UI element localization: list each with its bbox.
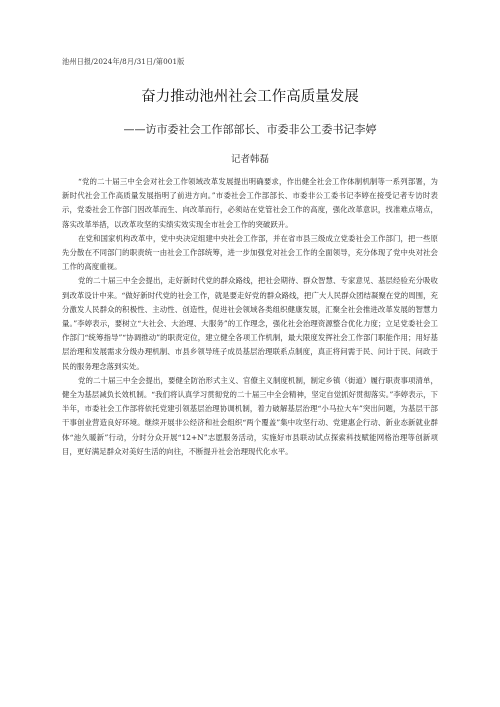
article-title: 奋力推动池州社会工作高质量发展	[141, 89, 359, 105]
article-byline: 记者韩磊	[230, 154, 269, 165]
article-paragraph: 党的二十届三中全会提出，要健全防治形式主义、官僚主义制度机制，制定乡镇（街道）履行职责事项清单，健全为基层减负长效机制。“我们将认真学习贯彻党的二十届三中全会精神，坚定自觉抓好贯彻落实。”李婷表示，下半年，市委社会工作部将依托党建引领基层治理协调机制，着力破解基层治理“小马拉大车”突出问题，为基层干部干事创业营造良好环境。继续开展非公经济和社会组织“两个覆盖”集中攻坚行动、党建惠企行动、新业态新就业群体“池久暖新”行动，分时分众开展“12+N”志愿服务活动，实施好市县联动试点探索科技赋能网格治理等创新项目，更好满足群众对美好生活的向往，不断提升社会治理现代化水平。	[62, 375, 438, 456]
article-paragraph: 党的二十届三中全会提出，走好新时代党的群众路线，把社会期待、群众智慧、专家意见、基层经验充分吸收到改革设计中来。“做好新时代党的社会工作，就是要走好党的群众路线，把广大人民群众团结凝聚在党的周围，充分激发人民群众的积极性、主动性、创造性，促进社会领域各类组织健康发展，汇聚全社会推进改革发展的智慧力量。”李婷表示，要树立“大社会、大治理、大服务”的工作理念，强化社会治理资源整合优化力度；立足党委社会工作部门“统筹指导”“协调推动”的职责定位，建立健全各项工作机制，最大限度发挥社会工作部门职能作用；用好基层治理和发展需求分级办理机制、市县乡领导班子成员基层治理联系点制度，真正将问需于民、问计于民、问政于民的服务理念落到实处。	[62, 276, 438, 371]
article-paragraph: 在党和国家机构改革中，党中央决定组建中央社会工作部，并在省市县三级成立党委社会工作部门，把一些原先分散在不同部门的职责统一由社会工作部统筹，进一步加强党对社会工作的全面领导，充分体现了党中央对社会工作的高度重视。	[62, 233, 438, 272]
article-subtitle: ——访市委社会工作部部长、市委非公工委书记李婷	[123, 123, 377, 136]
article-paragraph: “党的二十届三中全会对社会工作领域改革发展提出明确要求，作出健全社会工作体制机制等一系列部署，为新时代社会工作高质量发展指明了前进方向。”市委社会工作部部长、市委非公工委书记李婷在接受记者专访时表示，党委社会工作部门因改革而生、向改革而行，必须站在党管社会工作的高度，强化改革意识，找准难点堵点，落实改革举措，以改革攻坚的实绩实效实现全市社会工作的突破跃升。	[62, 177, 438, 229]
source-line: 池州日报/2024年/8月/31日/第001版	[62, 57, 185, 66]
article-body	[62, 175, 438, 459]
